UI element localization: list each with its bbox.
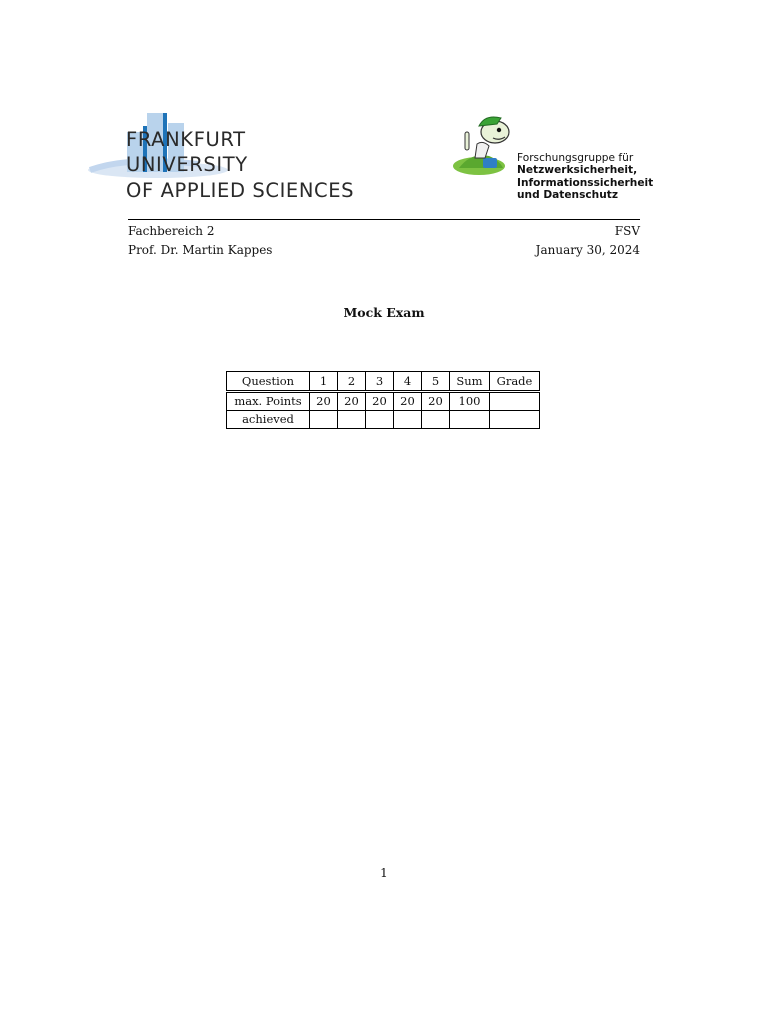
header-cell: 5 bbox=[422, 372, 450, 392]
table-cell bbox=[310, 411, 338, 429]
table-row bbox=[227, 392, 540, 411]
turtle-mascot-icon bbox=[449, 112, 513, 176]
university-name-line-3: OF APPLIED SCIENCES bbox=[126, 179, 355, 202]
table-cell bbox=[366, 411, 394, 429]
table-cell: 20 bbox=[338, 392, 366, 411]
group-abbreviation: FSV bbox=[614, 224, 640, 238]
score-table bbox=[226, 371, 540, 429]
table-cell bbox=[490, 411, 540, 429]
header-rule bbox=[128, 219, 640, 220]
table-cell: 100 bbox=[450, 392, 490, 411]
header-cell: 2 bbox=[338, 372, 366, 392]
group-name-line-3: Informationssicherheit bbox=[517, 177, 654, 189]
table-row bbox=[227, 411, 540, 429]
header-cell: Grade bbox=[490, 372, 540, 392]
table-cell: 20 bbox=[394, 392, 422, 411]
row-label: max. Points bbox=[227, 392, 310, 411]
header-cell: Sum bbox=[450, 372, 490, 392]
group-name-line-2: Netzwerksicherheit, bbox=[517, 164, 638, 176]
department: Fachbereich 2 bbox=[128, 224, 215, 238]
table-cell: 20 bbox=[422, 392, 450, 411]
table-header-row bbox=[227, 372, 540, 392]
table-cell: 20 bbox=[310, 392, 338, 411]
table-cell bbox=[338, 411, 366, 429]
table-cell: 20 bbox=[366, 392, 394, 411]
university-name-line-1: FRANKFURT bbox=[126, 128, 246, 151]
table-cell bbox=[422, 411, 450, 429]
header-cell: 4 bbox=[394, 372, 422, 392]
page-number: 1 bbox=[380, 866, 388, 880]
header-cell: 1 bbox=[310, 372, 338, 392]
table-cell bbox=[394, 411, 422, 429]
header-cell: 3 bbox=[366, 372, 394, 392]
university-name-line-2: UNIVERSITY bbox=[126, 153, 248, 176]
table-cell bbox=[450, 411, 490, 429]
header-cell: Question bbox=[227, 372, 310, 392]
group-name-line-4: und Datenschutz bbox=[517, 189, 618, 201]
row-label: achieved bbox=[227, 411, 310, 429]
group-name-line-1: Forschungsgruppe für bbox=[517, 152, 634, 164]
exam-date: January 30, 2024 bbox=[535, 243, 640, 257]
table-cell bbox=[490, 392, 540, 411]
professor-name: Prof. Dr. Martin Kappes bbox=[128, 243, 273, 257]
exam-title: Mock Exam bbox=[343, 305, 425, 320]
